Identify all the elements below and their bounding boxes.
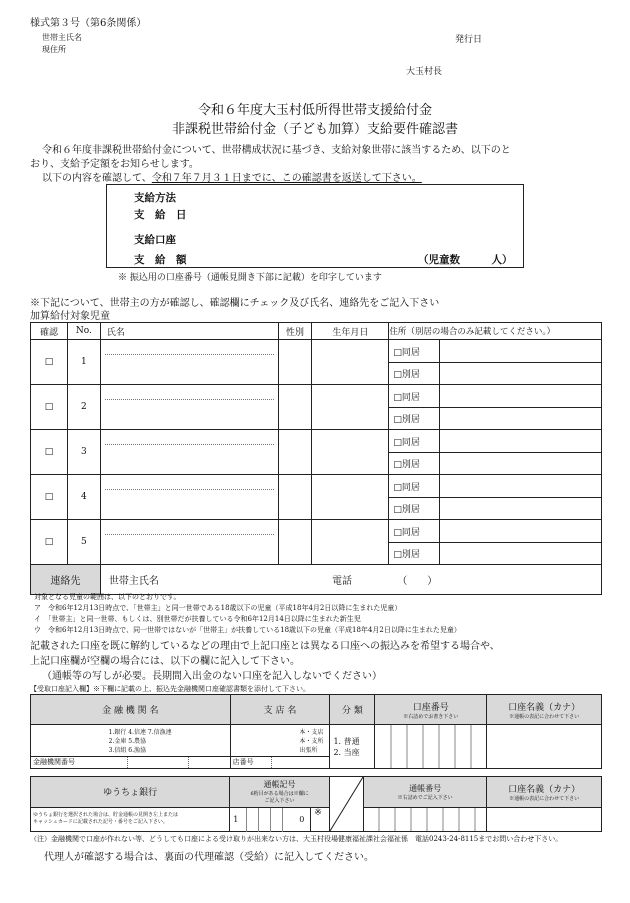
child-sex-input[interactable]	[278, 340, 312, 385]
symbol-divider	[310, 808, 311, 832]
row-checkbox[interactable]: □	[31, 475, 68, 520]
bank-types-line1: 1.銀行 4.信連 7.信漁連	[108, 729, 172, 736]
child-address-cell	[389, 385, 602, 430]
child-name-input[interactable]	[100, 475, 278, 520]
payment-amount-label: 支 給 額	[134, 254, 187, 266]
furigana-line	[105, 399, 274, 400]
header-dob: 生年月日	[312, 323, 389, 340]
intro-deadline-line	[42, 169, 422, 184]
row-checkbox[interactable]: □	[31, 340, 68, 385]
confirm-instruction: ※下記について、世帯主の方が確認し、確認欄にチェック及び氏名、連絡先をご記入下さい	[30, 298, 440, 309]
bank-types-line2: 2.金庫 5.農協	[108, 738, 146, 745]
option-apart[interactable]: □別居	[393, 460, 420, 470]
child-row	[31, 430, 602, 475]
yucho-note-line1: ゆうちょ銀行を選択された場合は、貯金通帳の見開き左上または	[33, 812, 179, 819]
symbol-header-cell	[230, 777, 330, 808]
account-holder-input[interactable]	[487, 725, 602, 769]
title-line1: 令和６年度大玉村低所得世帯支援給付金	[197, 103, 432, 118]
header-check: 確認	[31, 323, 68, 340]
child-name-input[interactable]	[100, 430, 278, 475]
intro-line2: おり、支給予定額をお知らせします。	[30, 159, 199, 170]
bank-code-label: 金融機関番号	[33, 758, 75, 766]
account-no-sub: ※右詰めでお書き下さい	[403, 713, 459, 720]
child-row	[31, 340, 602, 385]
children-table	[30, 322, 602, 595]
bank-code-boxes[interactable]	[127, 757, 189, 768]
title-line2: 非課税世帯給付金（子ども加算）支給要件確認書	[171, 122, 458, 137]
form-number: 様式第３号（第6条関係）	[30, 18, 147, 29]
phone-parens: （ ）	[397, 576, 438, 587]
bank-form-caption: 【受取口座記入欄】※下欄に記載の上、振込先金融機関口座確認書類を添付して下さい。	[30, 685, 310, 693]
child-sex-input[interactable]	[278, 385, 312, 430]
residence-divider	[389, 452, 601, 453]
account-change-line2: 上記口座欄が空欄の場合には、以下の欄に記入して下さい。	[30, 656, 300, 667]
option-apart[interactable]: □別居	[393, 550, 420, 560]
payment-date-label: 支 給 日	[134, 209, 187, 221]
type-header: 分 類	[330, 695, 375, 725]
number-sub: ※右詰めでご記入下さい	[397, 794, 453, 801]
symbol-first-digit: 1	[233, 814, 239, 824]
intro-deadline: 令和７年７月３１日までに、この確認書を返送して下さい。	[151, 173, 422, 184]
proxy-note: 代理人が確認する場合は、裏面の代理確認（受給）に記入してください。	[44, 852, 374, 863]
issuer: 大玉村長	[406, 67, 443, 77]
account-no-header-cell	[375, 695, 487, 725]
header-name: 氏名	[100, 323, 278, 340]
yucho-table	[30, 776, 602, 832]
symbol-sub2: ご記入下さい	[264, 798, 295, 805]
child-sex-input[interactable]	[278, 475, 312, 520]
contact-label: 連絡先	[31, 565, 101, 595]
symbol-digit-boxes[interactable]	[246, 808, 294, 832]
children-count-label: （児童数 人）	[418, 254, 513, 266]
child-name-input[interactable]	[100, 385, 278, 430]
row-number: 3	[67, 430, 100, 475]
asterisk-mark: ※	[314, 807, 322, 818]
child-address-cell	[389, 430, 602, 475]
holder-sub: ※通帳の表記に合わせて下さい	[509, 713, 580, 720]
symbol-sub1: 6桁目がある場合は※欄に	[250, 791, 309, 798]
bank-table	[30, 694, 602, 769]
furigana-line	[105, 489, 274, 490]
child-name-input[interactable]	[100, 520, 278, 565]
symbol-last-digit: 0	[299, 814, 305, 824]
child-row	[31, 520, 602, 565]
option-apart[interactable]: □別居	[393, 370, 420, 380]
child-row	[31, 385, 602, 430]
yucho-holder-header-cell	[487, 777, 602, 808]
row-number: 4	[67, 475, 100, 520]
furigana-line	[105, 354, 274, 355]
child-dob-input[interactable]	[312, 475, 389, 520]
branch-name-input[interactable]	[230, 725, 330, 769]
payment-account-label: 支給口座	[134, 234, 176, 246]
row-checkbox[interactable]: □	[31, 385, 68, 430]
option-together[interactable]: □同居	[393, 438, 420, 448]
row-checkbox[interactable]: □	[31, 520, 68, 565]
child-address-cell	[389, 340, 602, 385]
account-change-line1: 記載された口座を既に解約しているなどの理由で上記口座とは異なる口座への振込みを希望する場合や、	[30, 641, 500, 652]
residence-divider	[389, 542, 601, 543]
yucho-holder-sub: ※通帳の表記に合わせて下さい	[509, 795, 580, 802]
branch-types-line2: 本・支所	[299, 738, 324, 745]
option-together[interactable]: □同居	[393, 528, 420, 538]
issue-date-label: 発行日	[455, 35, 483, 45]
yucho-holder-header: 口座名義（カナ）	[508, 784, 581, 795]
yucho-note	[31, 807, 230, 831]
header-no: No.	[67, 323, 100, 340]
branch-code-boxes[interactable]	[271, 757, 312, 768]
account-no-header: 口座番号	[412, 702, 449, 713]
eligibility-u: ウ 令和6年12月13日時点で、同一世帯ではないが「世帯主」が扶養している18歳以下の児童（平成18年4月2日以降に生まれた児童）	[34, 626, 461, 634]
bank-name-input[interactable]	[31, 725, 231, 769]
option-together[interactable]: □同居	[393, 393, 420, 403]
child-dob-input[interactable]	[312, 430, 389, 475]
child-address-cell	[389, 520, 602, 565]
symbol-header: 通帳記号	[263, 780, 296, 790]
residence-divider	[389, 362, 601, 363]
row-number: 1	[67, 340, 100, 385]
child-dob-input[interactable]	[312, 385, 389, 430]
payment-method-label: 支給方法	[134, 192, 176, 204]
type-option2[interactable]: 2. 当座	[333, 747, 360, 757]
bank-name-header: 金 融 機 関 名	[31, 695, 231, 725]
child-sex-input[interactable]	[278, 430, 312, 475]
intro-line1: 令和６年度非課税世帯給付金について、世帯構成状況に基づき、支給対象世帯に該当するため、以下のと	[42, 145, 511, 156]
furigana-line	[105, 444, 274, 445]
account-note: ※ 振込用の口座番号（通帳見開き下部に記載）を印字しています	[118, 273, 382, 283]
eligibility-intro: 対象となる児童の範囲は、以下のとおりです。	[34, 593, 181, 601]
branch-types-line1: 本・支店	[299, 729, 324, 736]
option-apart[interactable]: □別居	[393, 505, 420, 515]
symbol-input[interactable]	[230, 807, 330, 831]
addressee-name-label: 世帯主氏名	[42, 33, 82, 42]
eligibility-i: イ 「世帯主」と同一世帯、もしくは、別世帯だが扶養している令和6年12月14日以降に生まれた新生児	[34, 615, 361, 623]
slash-cell	[329, 777, 363, 832]
account-change-line3: （通帳等の写しが必要。長期間入出金のない口座を記入しないでください）	[42, 671, 382, 682]
yucho-holder-input[interactable]	[487, 807, 602, 831]
yucho-number-input[interactable]	[363, 807, 487, 831]
child-row	[31, 475, 602, 520]
child-dob-input[interactable]	[312, 340, 389, 385]
number-header-cell	[363, 777, 487, 808]
account-type-cell[interactable]	[330, 725, 375, 769]
holder-header-cell	[487, 695, 602, 725]
number-header: 通帳番号	[409, 783, 442, 793]
holder-header: 口座名義（カナ）	[508, 702, 581, 713]
residence-divider	[389, 407, 601, 408]
children-table-caption: 加算給付対象児童	[30, 311, 110, 322]
account-number-input[interactable]	[375, 725, 487, 769]
furigana-line	[105, 534, 274, 535]
bank-types-line3: 3.信組 6.漁協	[108, 747, 146, 754]
intro-deadline-prefix: 以下の内容を確認して、	[42, 173, 152, 184]
child-dob-input[interactable]	[312, 520, 389, 565]
option-together[interactable]: □同居	[393, 348, 420, 358]
yucho-label: ゆうちょ銀行	[31, 777, 230, 808]
row-number: 2	[67, 385, 100, 430]
type-option1[interactable]: 1. 普通	[333, 736, 360, 746]
yucho-note-line2: キャッシュカードに記載された記号・番号をご記入下さい。	[33, 819, 168, 826]
branch-code-label: 店番号	[232, 758, 254, 766]
diagonal-slash	[330, 777, 363, 831]
child-address-cell	[389, 475, 602, 520]
residence-divider	[389, 497, 601, 498]
child-name-input[interactable]	[100, 340, 278, 385]
row-checkbox[interactable]: □	[31, 430, 68, 475]
addressee-address-label: 現住所	[42, 45, 66, 54]
branch-types-line3: 出張所	[299, 747, 318, 754]
option-together[interactable]: □同居	[393, 483, 420, 493]
contact-name-label: 世帯主氏名	[108, 576, 159, 587]
branch-header: 支 店 名	[230, 695, 330, 725]
header-address: 住所（別居の場合のみ記載してください。）	[389, 323, 602, 340]
contact-row	[100, 565, 601, 595]
footer-note: （注）金融機関で口座が作れない等、どうしても口座による受け取りが出来ない方は、大玉村役場健康福祉課社会福祉係 電話0243-24-8115までお問い合わせ下さい。	[30, 835, 563, 843]
phone-label: 電話	[332, 576, 353, 587]
header-sex: 性別	[278, 323, 312, 340]
row-number: 5	[67, 520, 100, 565]
eligibility-a: ア 令和6年12月13日時点で、「世帯主」と同一世帯である18歳以下の児童（平成18年4月2日以降に生まれた児童）	[34, 604, 402, 612]
option-apart[interactable]: □別居	[393, 415, 420, 425]
child-sex-input[interactable]	[278, 520, 312, 565]
